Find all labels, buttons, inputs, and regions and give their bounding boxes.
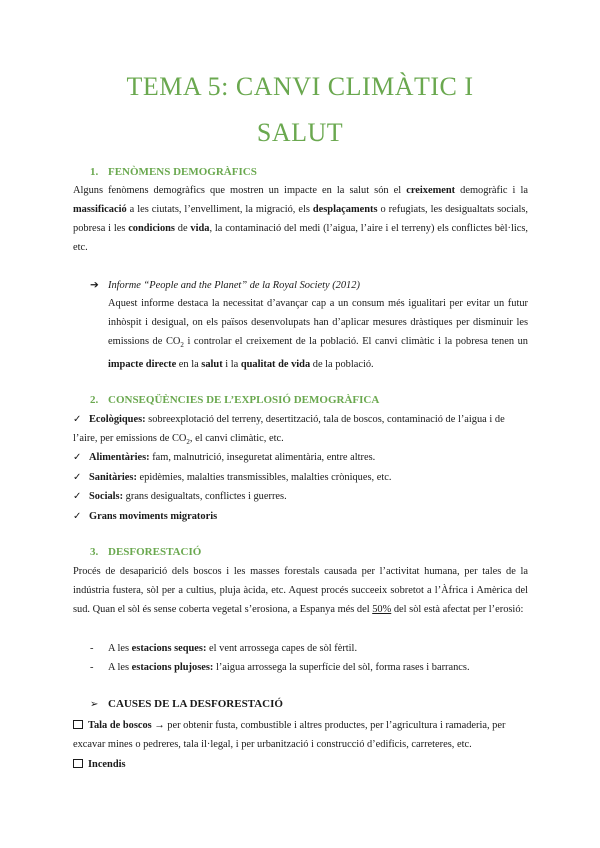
checkmark-icon: ✓	[73, 472, 82, 483]
subscript: 2	[180, 341, 184, 350]
arrow-right-icon: ➔	[90, 280, 99, 291]
section-3-number: 3.	[90, 546, 99, 558]
underlined-run: 50%	[372, 604, 392, 615]
item-label: Alimentàries:	[89, 452, 150, 463]
consequence-item	[73, 468, 528, 487]
item-label: Sanitàries:	[89, 472, 137, 483]
bold-run: Incendis	[88, 759, 126, 770]
bold-run: qualitat de vida	[240, 359, 311, 371]
cause-item	[73, 755, 528, 774]
text-run: i controlar el creixement de la població. El canvi climàtic i la pobresa tenen un	[183, 336, 528, 347]
dash-item	[90, 643, 357, 654]
bold-run: creixement	[406, 185, 456, 196]
text-run: Alguns fenòmens demogràfics que mostren un impacte en la salut són el	[73, 185, 407, 196]
consequence-item	[73, 448, 528, 467]
section-2-heading	[90, 394, 379, 406]
section-3-title: DESFORESTACIÓ	[108, 546, 202, 558]
bold-run: estacions plujoses:	[131, 662, 214, 673]
causes-title: CAUSES DE LA DESFORESTACIÓ	[108, 698, 283, 710]
text-run: l’aigua arrossega la superfície del sòl, forma rases i barrancs.	[213, 662, 470, 673]
text-run: en la	[176, 359, 202, 371]
text-run: del sòl està afectat per l’erosió:	[391, 604, 524, 615]
cause-item	[73, 716, 528, 754]
section-3-paragraph	[73, 562, 528, 619]
text-run: demogràfic i la	[455, 185, 528, 196]
arrowhead-icon: ➢	[90, 699, 99, 710]
report-title: Informe “People and the Planet” de la Royal Society (2012)	[108, 280, 360, 291]
checkmark-icon: ✓	[73, 491, 82, 502]
item-text: fam, malnutrició, inseguretat alimentària, entre altres.	[149, 452, 376, 463]
consequence-item	[73, 507, 528, 526]
bold-run: massificació	[73, 204, 127, 215]
checkmark-icon: ✓	[73, 511, 82, 522]
consequence-item	[73, 487, 528, 506]
section-2-title: CONSEQÜÈNCIES DE L’EXPLOSIÓ DEMOGRÀFICA	[108, 394, 380, 406]
section-1-number: 1.	[90, 166, 99, 178]
text-run: A les	[108, 662, 132, 673]
dash-bullet: -	[90, 643, 94, 654]
text-run: A les	[108, 643, 132, 654]
bold-run: impacte directe	[108, 359, 177, 371]
document-title-line-1: TEMA 5: CANVI CLIMÀTIC I	[126, 72, 474, 101]
section-1-intro	[73, 181, 528, 257]
text-run: Aquest informe destaca la necessitat d’avançar cap a un consum més igualitari per evitar un futur inhòspit i desigual, on els països desenvolupats han d’aplicar mesures dràstiques per disminuir les emissions de CO	[108, 298, 528, 347]
section-1-title: FENÒMENS DEMOGRÀFICS	[108, 166, 257, 178]
subscript: 2	[186, 438, 190, 447]
text-run: Procés de desaparició dels boscos i les masses forestals causada per l’activitat humana, per tales de la indústria fustera, sòl per a cultius, pluja àcida, etc. Aquest procés succeeix sobretot a l’Àfrica i Amèrica del sud. Quan el sòl és sense coberta vegetal s’erosiona, a Espanya més del	[73, 566, 528, 615]
checkbox-square-icon	[73, 720, 83, 729]
text-run: , la contaminació del medi (l’aigua, l’aire i el terreny) els conflictes bèl·lics, etc.	[73, 223, 528, 253]
item-text: grans desigualtats, conflictes i guerres.	[123, 491, 287, 502]
text-run: a les ciutats, l’envelliment, la migració, els	[126, 204, 313, 215]
item-text: sobreexplotació del terreny, desertització, tala de boscos, contaminació de l’aigua i de l’aire, per emissions de CO	[73, 414, 505, 444]
item-label: Ecològiques:	[89, 414, 146, 425]
text-run: de la població.	[310, 359, 374, 371]
item-label: Grans moviments migratoris	[89, 511, 218, 522]
checkmark-icon: ✓	[73, 452, 82, 463]
report-paragraph	[108, 294, 528, 374]
item-text: , el canvi climàtic, etc.	[189, 433, 284, 444]
section-2-number: 2.	[90, 394, 99, 406]
text-run: de	[174, 223, 191, 234]
dash-bullet: -	[90, 662, 94, 673]
item-text: epidèmies, malalties transmissibles, malalties cròniques, etc.	[136, 472, 392, 483]
causes-heading	[90, 698, 283, 710]
item-label: Socials:	[89, 491, 124, 502]
bold-run: condicions	[128, 223, 175, 234]
text-run: el vent arrossega capes de sòl fèrtil.	[206, 643, 358, 654]
document-title-line-2: SALUT	[256, 118, 344, 147]
bold-run: desplaçaments	[312, 204, 378, 215]
report-title-line	[90, 279, 360, 291]
checkmark-icon: ✓	[73, 414, 82, 425]
bold-run: salut	[201, 359, 223, 371]
bold-run: Tala de boscos	[88, 720, 152, 731]
text-run: o refugiats, les desigualtats socials, pobresa i les	[73, 204, 528, 234]
consequence-item	[73, 410, 528, 452]
text-run: i la	[222, 359, 241, 371]
bold-run: estacions seques:	[131, 643, 207, 654]
section-1-heading	[90, 166, 257, 178]
checkbox-square-icon	[73, 759, 83, 768]
dash-item	[90, 662, 470, 673]
text-run: → per obtenir fusta, combustible i altres productes, per l’agricultura i ramaderia, per excavar mines o pedreres, tala il·legal, i per urbanització i construcció d’edificis, carreteres, etc.	[73, 720, 506, 750]
bold-run: vida	[190, 223, 210, 234]
section-3-heading	[90, 546, 201, 558]
